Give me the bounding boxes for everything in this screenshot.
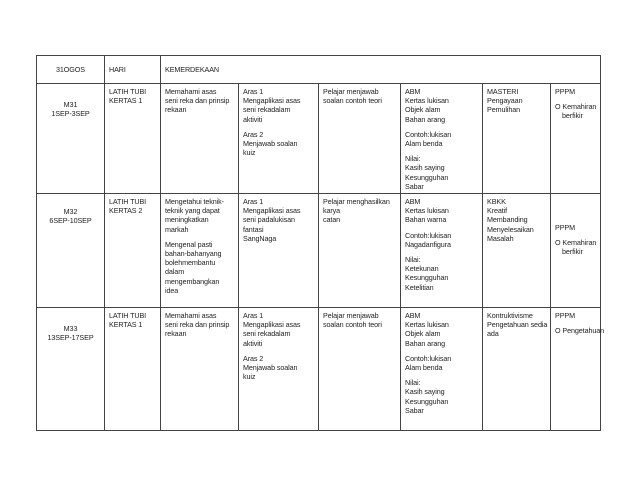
cell-line: Ketekunan xyxy=(405,264,439,274)
cell-line: dalam xyxy=(165,267,185,277)
cell-line: Aras 1 xyxy=(243,197,264,207)
cell-line: Nilai: xyxy=(405,154,421,164)
cell-line: kuiz xyxy=(243,148,256,158)
week-cell xyxy=(37,308,105,431)
approach-cell xyxy=(483,194,551,308)
cell-line: Alam benda xyxy=(405,363,443,373)
cell-line: soalan contoh teori xyxy=(323,320,382,330)
cell-line: teknik yang dapat xyxy=(165,206,220,216)
cell-line: Kesungguhan xyxy=(405,396,449,406)
cell-line: PPPM xyxy=(555,87,575,96)
cell-line: O Kemahiran xyxy=(555,102,597,112)
cell-line: seni padalukisan xyxy=(243,215,295,225)
cell-line: Pelajar menjawab xyxy=(323,311,379,321)
activity-cell xyxy=(319,308,401,431)
cell-line: O Kemahiran xyxy=(555,238,597,248)
cell-line: LATIH TUBI xyxy=(109,197,147,207)
cell-line: Kesungguhan xyxy=(405,273,449,283)
cell-line: Pemulihan xyxy=(487,105,521,115)
approach-cell xyxy=(483,308,551,431)
cell-line: PPPM xyxy=(555,223,575,233)
week-dates: 1SEP-3SEP xyxy=(51,109,90,119)
resources-cell xyxy=(401,308,483,431)
cell-line: Objek alam xyxy=(405,329,441,339)
cell-line: Sabar xyxy=(405,405,424,415)
cell-line: aktiviti xyxy=(243,114,263,124)
cell-line: KERTAS 2 xyxy=(109,206,143,216)
cell-line: Kreatif xyxy=(487,206,508,216)
cell-line: Aras 1 xyxy=(243,311,264,321)
cell-line: Objek alam xyxy=(405,105,441,115)
cell-line: PPPM xyxy=(555,311,575,321)
cell-line: Nagadanfigura xyxy=(405,239,451,249)
cell-line: O Pengetahuan xyxy=(555,326,605,336)
cell-line: Menyelesaikan xyxy=(487,224,534,234)
cell-line: Memahami asas xyxy=(165,87,217,96)
topic-cell xyxy=(105,194,161,308)
activity-cell xyxy=(319,84,401,194)
week-cell xyxy=(37,194,105,308)
cell-line: markah xyxy=(165,224,189,234)
cell-line: Mengetahui teknik- xyxy=(165,197,224,207)
cell-line: Kasih saying xyxy=(405,387,445,397)
header-holiday: HARI xyxy=(105,56,161,84)
cell-line: Kertas lukisan xyxy=(405,96,449,106)
cell-line: Nilai: xyxy=(405,378,421,388)
cell-line: ABM xyxy=(405,197,421,207)
table-row xyxy=(37,84,601,194)
cell-line: Kesungguhan xyxy=(405,172,449,182)
week-number: M31 xyxy=(63,100,78,109)
cell-line: Contoh:lukisan xyxy=(405,353,452,363)
objective-cell xyxy=(161,84,239,194)
cell-line: bolehmembantu xyxy=(165,258,216,268)
table-row xyxy=(37,308,601,431)
cell-line: seni rekadalam xyxy=(243,105,291,115)
level-cell xyxy=(239,308,319,431)
resources-cell xyxy=(401,194,483,308)
cell-line: berfikir xyxy=(562,111,583,121)
cell-line: Kertas lukisan xyxy=(405,206,449,216)
objective-cell xyxy=(161,194,239,308)
cell-line: Ketelitian xyxy=(405,282,434,292)
cell-line: Kasih saying xyxy=(405,163,445,173)
cell-line: Membanding xyxy=(487,215,528,225)
cell-line: Mengenal pasti xyxy=(165,239,213,249)
cell-line: berfikir xyxy=(562,247,583,257)
cell-line: MASTERI xyxy=(487,87,519,96)
cell-line: kuiz xyxy=(243,372,256,382)
table-row xyxy=(37,194,601,308)
cell-line: idea xyxy=(165,285,179,295)
topic-cell xyxy=(105,308,161,431)
week-number: M32 xyxy=(63,207,78,217)
pppm-cell xyxy=(551,308,605,431)
cell-line: Memahami asas xyxy=(165,311,217,321)
lesson-plan-page xyxy=(36,55,605,431)
header-event: KEMERDEKAAN xyxy=(161,56,601,84)
cell-line: Menjawab soalan xyxy=(243,139,298,149)
week-cell xyxy=(37,84,105,194)
cell-line: seni reka dan prinsip xyxy=(165,320,230,330)
cell-line: karya xyxy=(323,206,341,216)
cell-line: Pengetahuan sedia xyxy=(487,320,548,330)
pppm-list xyxy=(555,223,596,257)
cell-line: catan xyxy=(323,215,341,225)
cell-line: Pelajar menghasilkan xyxy=(323,197,390,207)
cell-line: Sabar xyxy=(405,181,424,191)
cell-line: Mengaplikasi asas xyxy=(243,206,301,216)
week-dates: 13SEP-17SEP xyxy=(47,333,94,343)
level-cell xyxy=(239,194,319,308)
cell-line: aktiviti xyxy=(243,338,263,348)
cell-line: Bahan arang xyxy=(405,338,446,348)
cell-line: soalan contoh teori xyxy=(323,96,382,106)
cell-line: Pengayaan xyxy=(487,96,523,106)
cell-line: LATIH TUBI xyxy=(109,87,147,96)
header-date: 31OGOS xyxy=(37,56,105,84)
header-row xyxy=(37,56,601,84)
cell-line: Aras 2 xyxy=(243,129,264,139)
cell-line: Bahan arang xyxy=(405,114,446,124)
cell-line: rekaan xyxy=(165,329,187,339)
pppm-cell xyxy=(551,194,601,308)
pppm-cell xyxy=(551,84,601,194)
cell-line: Kontruktivisme xyxy=(487,311,533,321)
cell-line: KBKK xyxy=(487,197,506,207)
cell-line: KERTAS 1 xyxy=(109,96,143,106)
cell-line: Bahan warna xyxy=(405,215,447,225)
cell-line: SangNaga xyxy=(243,233,277,243)
cell-line: Mengaplikasi asas xyxy=(243,320,301,330)
cell-line: rekaan xyxy=(165,105,187,115)
cell-line: Masalah xyxy=(487,233,514,243)
cell-line: Menjawab soalan xyxy=(243,363,298,373)
cell-line: ABM xyxy=(405,311,421,321)
cell-line: ada xyxy=(487,329,499,339)
cell-line: Contoh:lukisan xyxy=(405,230,452,240)
approach-cell xyxy=(483,84,551,194)
activity-cell xyxy=(319,194,401,308)
week-dates: 6SEP-10SEP xyxy=(49,216,92,226)
topic-cell xyxy=(105,84,161,194)
cell-line: seni reka dan prinsip xyxy=(165,96,230,106)
cell-line: bahan-bahanyang xyxy=(165,249,222,259)
cell-line: fantasi xyxy=(243,224,264,234)
cell-line: Pelajar menjawab xyxy=(323,87,379,96)
cell-line: Contoh:lukisan xyxy=(405,129,452,139)
cell-line: KERTAS 1 xyxy=(109,320,143,330)
cell-line: Kertas lukisan xyxy=(405,320,449,330)
level-cell xyxy=(239,84,319,194)
cell-line: Aras 2 xyxy=(243,353,264,363)
cell-line: Alam benda xyxy=(405,139,443,149)
lesson-plan-table xyxy=(36,55,605,431)
cell-line: Mengaplikasi asas xyxy=(243,96,301,106)
cell-line: Nilai: xyxy=(405,255,421,265)
cell-line: Aras 1 xyxy=(243,87,264,96)
cell-line: meningkatkan xyxy=(165,215,209,225)
cell-line: seni rekadalam xyxy=(243,329,291,339)
cell-line: mengembangkan xyxy=(165,276,220,286)
cell-line: LATIH TUBI xyxy=(109,311,147,321)
objective-cell xyxy=(161,308,239,431)
cell-line: ABM xyxy=(405,87,421,96)
resources-cell xyxy=(401,84,483,194)
week-number: M33 xyxy=(63,324,78,334)
